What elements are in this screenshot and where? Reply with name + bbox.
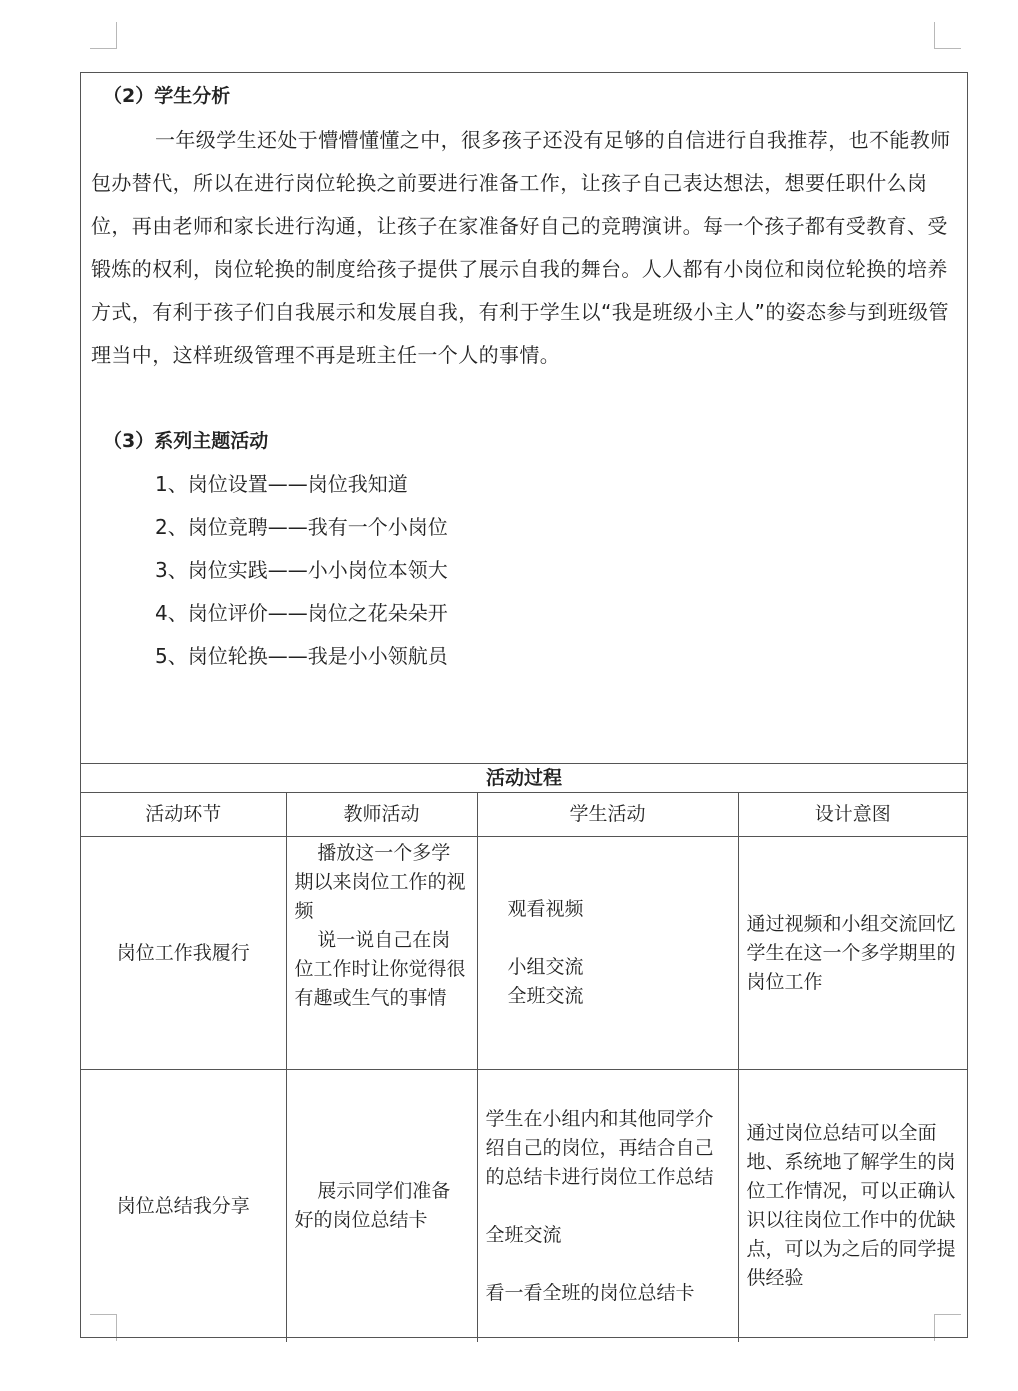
teacher-activity-cell (286, 837, 477, 1070)
column-header-intent: 设计意图 (738, 792, 967, 837)
teacher-activity-cell (286, 1070, 477, 1343)
student-analysis-text: 一年级学生还处于懵懵懂懂之中，很多孩子还没有足够的自信进行自我推荐，也不能教师包办替代，所以在进行岗位轮换之前要进行准备工作，让孩子自己表达想法，想要任职什么岗位，再由老师和家长进行沟通，让孩子在家准备好自己的竞聘演讲。每一个孩子都有受教育、受锻炼的权利，岗位轮换的制度给孩子提供了展示自我的舞台。人人都有小岗位和岗位轮换的培养方式，有利于孩子们自我展示和发展自我，有利于学生以“我是班级小主人”的姿态参与到班级管理当中，这样班级管理不再是班主任一个人的事情。 (91, 128, 951, 367)
student-activity-text: 全班交流 (507, 985, 584, 1007)
table-row (81, 837, 967, 1070)
student-activity-text: 小组交流 (507, 956, 584, 978)
theme-activities-heading: （3）系列主题活动 (103, 430, 269, 452)
design-intent-cell: 通过视频和小组交流回忆学生在这一个多学期里的岗位工作 (738, 837, 967, 1070)
student-activity-cell (477, 837, 738, 1070)
teacher-activity-text: 展示同学们准备好的岗位总结卡 (294, 1180, 451, 1231)
list-item: 1、岗位设置——岗位我知道 (155, 472, 408, 496)
list-item: 4、岗位评价——岗位之花朵朵开 (155, 601, 448, 625)
list-item: 5、岗位轮换——我是小小领航员 (155, 644, 448, 668)
student-activity-text: 学生在小组内和其他同学介绍自己的岗位，再结合自己的总结卡进行岗位工作总结 (485, 1107, 714, 1188)
stage-cell: 岗位总结我分享 (81, 1070, 286, 1343)
student-activity-text: 全班交流 (485, 1223, 562, 1246)
table-header-row (81, 792, 967, 837)
stage-cell: 岗位工作我履行 (81, 837, 286, 1070)
activity-process-table (81, 792, 967, 1342)
page-corner-mark (934, 22, 961, 49)
student-analysis-paragraph (91, 119, 953, 377)
student-activity-cell (477, 1070, 738, 1343)
student-activity-text: 看一看全班的岗位总结卡 (485, 1281, 695, 1304)
document-table-frame (80, 72, 968, 1338)
student-analysis-heading: （2）学生分析 (103, 85, 231, 107)
theme-activities-list (155, 463, 448, 678)
activity-process-title: 活动过程 (81, 763, 967, 793)
column-header-stage: 活动环节 (81, 792, 286, 837)
list-item: 3、岗位实践——小小岗位本领大 (155, 558, 448, 582)
analysis-cell (81, 73, 967, 763)
column-header-student: 学生活动 (477, 792, 738, 837)
teacher-activity-text: 说一说自己在岗位工作时让你觉得很有趣或生气的事情 (294, 929, 466, 1009)
table-row (81, 1070, 967, 1343)
list-item: 2、岗位竞聘——我有一个小岗位 (155, 515, 448, 539)
student-activity-text: 观看视频 (507, 898, 584, 920)
design-intent-cell: 通过岗位总结可以全面地、系统地了解学生的岗位工作情况，可以正确认识以往岗位工作中的优缺点，可以为之后的同学提供经验 (738, 1070, 967, 1343)
teacher-activity-text: 播放这一个多学期以来岗位工作的视频 (294, 842, 466, 922)
page-corner-mark (90, 22, 117, 49)
column-header-teacher: 教师活动 (286, 792, 477, 837)
